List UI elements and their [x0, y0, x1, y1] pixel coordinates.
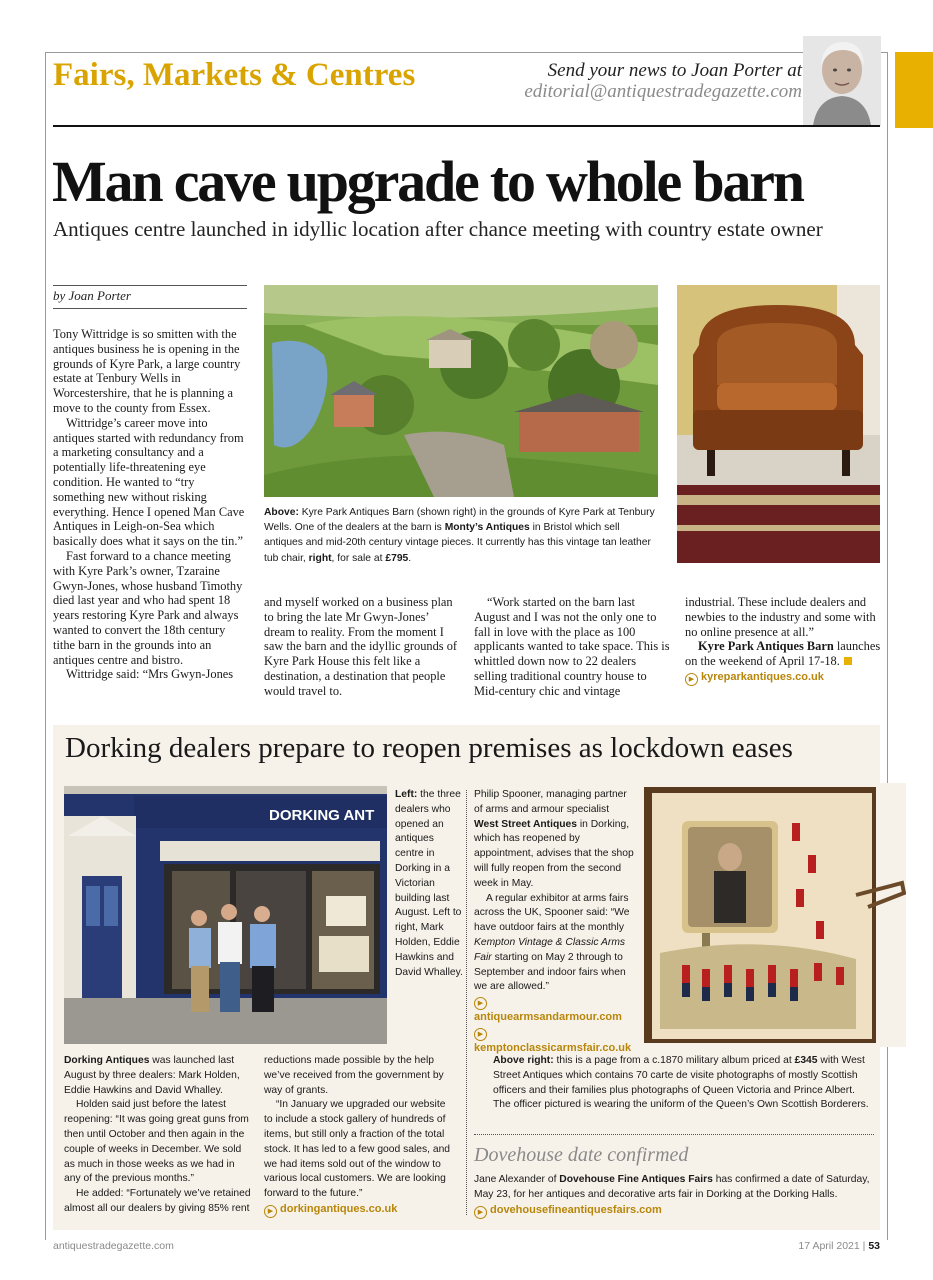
byline: by Joan Porter	[53, 288, 131, 303]
end-mark	[844, 657, 852, 665]
dovehouse-text	[474, 1173, 874, 1219]
paragraph: Tony Wittridge is so smitten with the antiques business he is opening in the grounds of Kyre Park, a large country estate at Tenbury Wells in Worcestershire, that he is planning a move to the county from Essex.	[53, 327, 241, 415]
footer-separator: |	[862, 1240, 866, 1252]
dovehouse-heading: Dovehouse date confirmed	[474, 1144, 689, 1166]
barn-aerial-photo	[264, 285, 658, 497]
article-column-4	[685, 595, 881, 686]
dorking-column-1	[64, 1054, 254, 1217]
dorking-link[interactable]: ▶ dorkingantiques.co.uk	[264, 1202, 456, 1218]
link-arrow-icon: ▶	[474, 997, 487, 1010]
text: was launched last August by three dealers: Mark Holden, Eddie Hawkins and David Whalley.	[64, 1055, 240, 1096]
page-frame-top	[45, 52, 888, 53]
footer-site: antiquestradegazette.com	[53, 1240, 174, 1252]
editor-portrait	[803, 36, 881, 126]
shop-sign-text: DORKING ANT	[269, 807, 375, 824]
text: with West Street Antiques which contains 70 carte de visite photographs of mostly Scottish officers and their families plus photographs of Queen Victoria and Prince Albert. The officer pictured is wearing the uniform of the Queen’s Own Scottish Borderers.	[493, 1055, 869, 1111]
bold-text: right	[308, 552, 332, 564]
text: Kyre Park Antiques Barn (shown right) in the grounds of Kyre Park at Tenbury Wells. One of the dealers at the barn is	[264, 507, 655, 534]
link-arrow-icon: ▶	[264, 1205, 277, 1218]
section-divider	[474, 1134, 874, 1135]
text: .	[408, 552, 412, 564]
paragraph	[64, 1054, 254, 1098]
spooner-text	[474, 788, 634, 1057]
dovehouse-link[interactable]: ▶ dovehousefineantiquesfairs.com	[474, 1203, 874, 1219]
page-number: 53	[868, 1240, 880, 1252]
footer-page-info	[798, 1240, 880, 1252]
text: starting on May 2 through to September and indoor fairs when we are allowed.”	[474, 951, 626, 993]
price: £795	[385, 552, 409, 564]
bold-text: Kyre Park Antiques Barn	[698, 639, 834, 654]
paragraph: Fast forward to a chance meeting with Kyre Park’s owner, Tzaraine Gwyn-Jones, whose husband Timothy died last year and who had spent 18 years restoring Kyre Park and always wanted to convert the 18th century tithe barn in the grounds into an antiques centre and bistro.	[53, 548, 243, 667]
bold-text: Monty’s Antiques	[444, 522, 530, 534]
section-tab	[895, 52, 933, 128]
text: the three dealers who opened an antiques centre in Dorking in a Victorian building last August. Left to right, Mark Holden, Eddie Hawkins and David Whalley.	[395, 789, 463, 978]
editor-email: editorial@antiquestradegazette.com	[524, 81, 802, 102]
paragraph	[474, 788, 634, 892]
article-headline: Man cave upgrade to whole barn	[52, 149, 803, 214]
italic-text: Kempton Vintage & Classic Arms Fair	[474, 936, 626, 963]
page-frame-left	[45, 52, 46, 1240]
price: £345	[794, 1055, 818, 1066]
bold-text: Dovehouse Fine Antiques Fairs	[559, 1174, 713, 1185]
leather-tub-chair-photo	[677, 285, 880, 563]
send-news-text: Send your news to Joan Porter at	[547, 60, 802, 81]
text: A regular exhibitor at arms fairs across the UK, Spooner said: “We have outdoor fairs at the monthly	[474, 892, 630, 934]
link-arrow-icon: ▶	[474, 1028, 487, 1041]
header-rule	[53, 125, 880, 127]
paragraph	[685, 639, 881, 669]
article-column-2	[264, 595, 461, 699]
paragraph: “Work started on the barn last August and I was not the only one to fall in love with the place as 100 applicants wanted to take space. This is whittled down now to 22 dealers selling traditional country house to Mid-century chic and vintage	[474, 595, 670, 698]
section-title: Fairs, Markets & Centres	[53, 57, 416, 93]
footer-date: 17 April 2021	[798, 1240, 860, 1252]
military-album-photo	[642, 783, 906, 1047]
dorking-shop-photo	[64, 786, 387, 1044]
caption-label: Left:	[395, 789, 418, 800]
text: in Bristol which sell antiques and mid-20th century vintage pieces. It currently has this vintage tan leather tub chair,	[264, 522, 651, 564]
paragraph: “In January we upgraded our website to include a stock gallery of hundreds of items, but still only a fraction of the total stock. It has led to a few good sales, and we had items sold out of the window to various local customers. We are looking forward to the future.”	[264, 1099, 451, 1200]
bold-text: Dorking Antiques	[64, 1055, 150, 1066]
page-frame-right	[887, 52, 888, 1240]
paragraph: Holden said just before the latest reopening: “It was going great guns from then until October and then again in the couple of weeks in December. We sold as much in those weeks as we had in any of the previous months.”	[64, 1099, 249, 1185]
caption-label: Above right:	[493, 1055, 554, 1066]
byline-rule	[53, 308, 247, 309]
arms-link[interactable]: ▶antiquearmsandarmour.com	[474, 995, 634, 1026]
link-arrow-icon: ▶	[474, 1206, 487, 1219]
text: Philip Spooner, managing partner of arms and armour specialist	[474, 789, 627, 815]
paragraph: He added: “Fortunately we’ve retained almost all our dealers by giving 85% rent	[64, 1188, 251, 1214]
text: this is a page from a c.1870 military album priced at	[553, 1055, 795, 1066]
kyre-link[interactable]: ▶ kyreparkantiques.co.uk	[685, 669, 881, 686]
paragraph: Wittridge said: “Mrs Gwyn-Jones	[66, 667, 234, 682]
article-column-1	[53, 327, 249, 682]
paragraph: and myself worked on a business plan to bring the late Mr Gwyn-Jones’ dream to reality. From the moment I saw the barn and the idyllic grounds of Kyre Park House this felt like a destination, a destination that people would travel to.	[264, 595, 458, 698]
text: launches on the weekend of April 17-18.	[685, 639, 881, 669]
article-column-3	[474, 595, 671, 699]
dorking-column-2	[264, 1054, 456, 1218]
caption-label: Above:	[264, 507, 299, 518]
paragraph: industrial. These include dealers and newbies to the industry and some with no online presence at all.”	[685, 595, 876, 639]
paragraph	[474, 892, 634, 996]
bold-text: West Street Antiques	[474, 818, 577, 830]
album-caption	[493, 1054, 873, 1113]
paragraph: Wittridge’s career move into antiques started with redundancy from a marketing consultancy and a potentially life-threatening eye condition. He wanted to “try something new without risking everything. Hence I opened Man Cave Antiques in Leigh-on-Sea which basically does what it says on the tin.”	[53, 415, 245, 549]
text: Jane Alexander of	[474, 1174, 560, 1185]
column-divider	[466, 790, 467, 1215]
text: , for sale at	[331, 552, 386, 564]
article-standfirst: Antiques centre launched in idyllic location after chance meeting with country estate owner	[53, 217, 823, 241]
barn-photo-caption	[264, 505, 658, 566]
text: in Dorking, which has reopened by appointment, advises that the shop will fully reopen from the second week in May.	[474, 818, 634, 889]
box-headline: Dorking dealers prepare to reopen premises as lockdown eases	[65, 732, 793, 764]
paragraph: reductions made possible by the help we’ve received from the government by way of grants.	[264, 1055, 444, 1096]
kempton-link[interactable]: ▶kemptonclassicarmsfair.co.uk	[474, 1026, 634, 1057]
paragraph	[474, 1173, 874, 1203]
text: has confirmed a date of Saturday, May 23, for her antiques and decorative arts fair in Dorking at the Dorking Halls.	[474, 1174, 870, 1200]
byline-rule	[53, 285, 247, 286]
link-arrow-icon: ▶	[685, 673, 698, 686]
shop-photo-caption	[395, 788, 463, 980]
